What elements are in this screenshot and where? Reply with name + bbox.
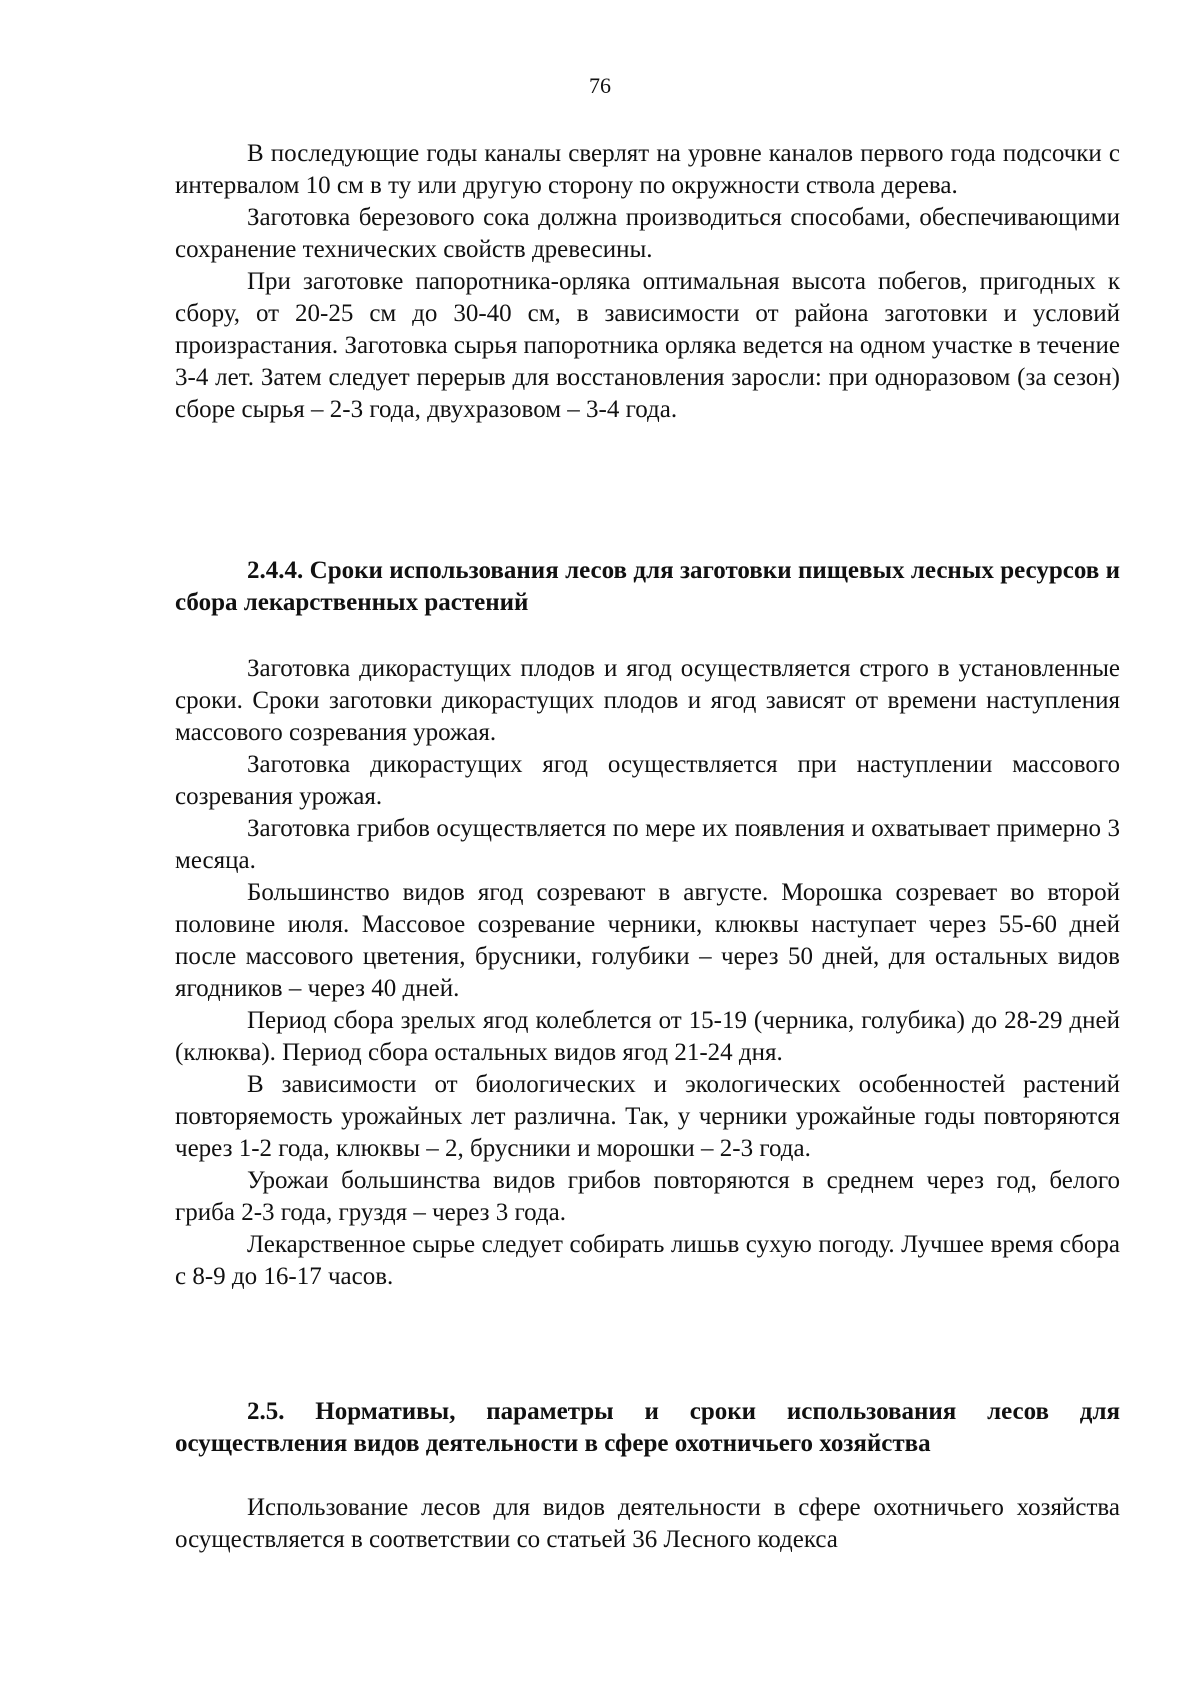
paragraph: Урожаи большинства видов грибов повторяются в среднем через год, белого гриба 2-3 года, груздя – через 3 года. xyxy=(175,1167,1120,1226)
paragraph: Использование лесов для видов деятельности в сфере охотничьего хозяйства осуществляется в соответствии со статьей 36 Лесного кодекса xyxy=(175,1494,1120,1553)
section-heading-2-4-4-block xyxy=(175,555,1120,619)
paragraph: Лекарственное сырье следует собирать лишьв сухую погоду. Лучшее время сбора с 8-9 до 16-17 часов. xyxy=(175,1231,1120,1290)
paragraph: Заготовка березового сока должна производиться способами, обеспечивающими сохранение технических свойств древесины. xyxy=(175,204,1120,263)
paragraph: При заготовке папоротника-орляка оптимальная высота побегов, пригодных к сбору, от 20-25 см до 30-40 см, в зависимости от района заготовки и условий произрастания. Заготовка сырья папоротника орляка ведется на одном участке в течение 3-4 лет. Затем следует перерыв для восстановления заросли: при одноразовом (за сезон) сборе сырья – 2-3 года, двухразовом – 3-4 года. xyxy=(175,268,1120,423)
paragraph: Большинство видов ягод созревают в августе. Морошка созревает во второй половине июля. Массовое созревание черники, клюквы наступает через 55-60 дней после массового цветения, брусники, голубики – через 50 дней, для остальных видов ягодников – через 40 дней. xyxy=(175,879,1120,1002)
section-heading: 2.4.4. Сроки использования лесов для заготовки пищевых лесных ресурсов и сбора лекарственных растений xyxy=(175,557,1120,616)
paragraph: В последующие годы каналы сверлят на уровне каналов первого года подсочки с интервалом 10 см в ту или другую сторону по окружности ствола дерева. xyxy=(175,140,1120,199)
paragraph: Период сбора зрелых ягод колеблется от 15-19 (черника, голубика) до 28-29 дней (клюква). Период сбора остальных видов ягод 21-24 дня. xyxy=(175,1007,1120,1066)
paragraph: Заготовка грибов осуществляется по мере их появления и охватывает примерно 3 месяца. xyxy=(175,815,1120,874)
section-text-block xyxy=(175,1492,1120,1556)
page-number: 76 xyxy=(589,73,611,98)
section-text-block xyxy=(175,138,1120,426)
paragraph: Заготовка дикорастущих плодов и ягод осуществляется строго в установленные сроки. Сроки заготовки дикорастущих плодов и ягод зависят от времени наступления массового созревания урожая. xyxy=(175,655,1120,746)
section-heading: 2.5. Нормативы, параметры и сроки использования лесов для осуществления видов деятельности в сфере охотничьего хозяйства xyxy=(175,1398,1120,1457)
section-text-block xyxy=(175,653,1120,1293)
paragraph: В зависимости от биологических и экологических особенностей растений повторяемость урожайных лет различна. Так, у черники урожайные годы повторяются через 1-2 года, клюквы – 2, брусники и морошки – 2-3 года. xyxy=(175,1071,1120,1162)
paragraph: Заготовка дикорастущих ягод осуществляется при наступлении массового созревания урожая. xyxy=(175,751,1120,810)
section-heading-2-5-block xyxy=(175,1396,1120,1460)
